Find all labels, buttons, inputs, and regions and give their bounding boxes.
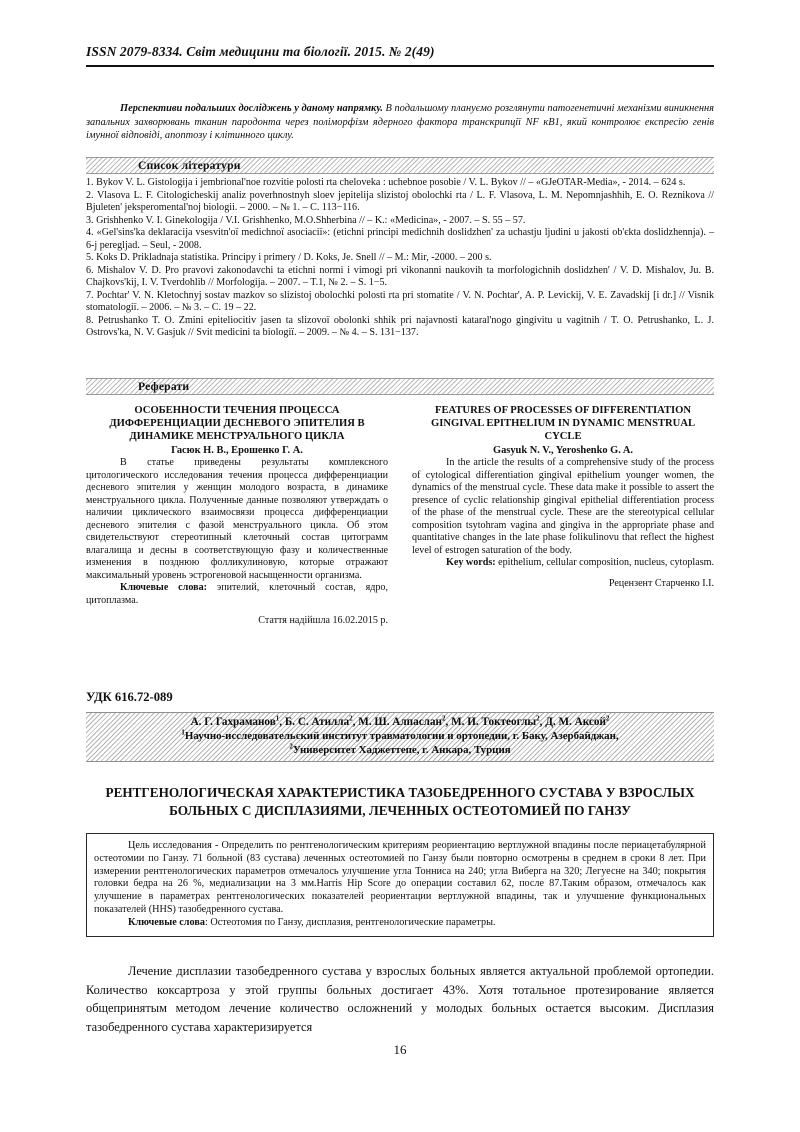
abstract-footer-ru: Стаття надійшла 16.02.2015 р. <box>258 615 388 627</box>
abstract-keywords-en <box>412 557 714 570</box>
article-abstract-body: Цель исследования - Определить по рентгенологическим критериям реориентацию вертлужной впадины после периацетабулярной остеотомии по Ганзу. 71 больной (83 сустава) леченных остеотомией по Ганзу были повторно осмотрены в среднем в сроки 8 лет. При измерении рентгенологических параметров отмечалось улучшение угла Тонниса на 240; угла Виберга на 320; Легуесне на 340; покрытия головки бедра на 26 %, медиализации на 3 мм.Harris Hip Score до операции составил 62, после 87.Таким образом, отмечалось как улучшение в параметрах рентгенологических показателей реориентации вертлужной впадины, так и улучшение функциональных показателей (HHS) тазобедренного сустава. <box>94 840 706 915</box>
udk-code: УДК 616.72-089 <box>86 690 173 704</box>
abstract-body-ru-text: В статье приведены результаты комплексного цитологического исследования течения процесса дифференциации десневого эпителия у женщин молодого возраста, в динамике менструального цикла. Полученные данные позволяют утверждать о наличии циклического взаимосвязи процесса дифференциации десневого эпителия с фазой менструального цикла. Об этом свидетельствуют стереотипный клеточный состав цитограмм влагалища и десны в соответствующую фазу и количественные изменения в позднюю фолликулиновую, которые отражают максимальный уровень эстрогеновой насыщенности организма. <box>86 457 388 581</box>
reference-item: 2. Vlasova L. F. Citologicheskij analiz poverhnostnyh sloev jepitelija slizistoj obolochki rta / L. F. Vlasova, L. M. Nepomnjashhih, E. O. Reznikova // Bjuleten' jeksperomental'noj biologii. – 2000. – № 1. – С. 113−116. <box>86 189 714 213</box>
keywords-text-en: epithelium, cellular composition, nucleus, cytoplasm. <box>495 557 714 569</box>
article-affiliation-1 <box>92 729 708 743</box>
article-title: РЕНТГЕНОЛОГИЧЕСКАЯ ХАРАКТЕРИСТИКА ТАЗОБЕДРЕННОГО СУСТАВА У ВЗРОСЛЫХ БОЛЬНЫХ С ДИСПЛАЗИЯМИ, ЛЕЧЕННЫХ ОСТЕОТОМИЕЙ ПО ГАНЗУ <box>105 785 695 818</box>
article-body-text: Лечение дисплазии тазобедренного сустава у взрослых больных является актуальной проблемой ортопедии. Количество коксартроза у этой группы больных достигает 43%. Хотя тотальное протезирование является общепринятым методом лечение количество осложнений у молодых больных остается высоким. Дисплазия тазобедренного сустава характеризируется <box>86 964 714 1034</box>
author-name: , Б. С. Атилла <box>279 716 350 728</box>
affiliation-marker: 1 <box>181 728 185 737</box>
article-abstract-box <box>86 833 714 937</box>
abstract-body-ru <box>86 457 388 582</box>
prospects-paragraph <box>86 102 714 142</box>
abstract-keywords-ru <box>86 582 388 607</box>
abstract-title-ru: ОСОБЕННОСТИ ТЕЧЕНИЯ ПРОЦЕССА ДИФФЕРЕНЦИАЦИИ ДЕСНЕВОГО ЭПИТЕЛИЯ В ДИНАМИКЕ МЕНСТРУАЛЬНОГО ЦИКЛА <box>109 405 365 443</box>
keywords-label-en: Key words: <box>446 557 496 569</box>
page-number: 16 <box>393 1042 407 1057</box>
running-head-rule <box>86 65 714 67</box>
author-name: А. Г. Гахраманов <box>190 716 276 728</box>
affiliation-marker: 2 <box>289 742 293 751</box>
abstract-russian <box>86 404 388 637</box>
running-head: ISSN 2079-8334. Світ медицини та біології. 2015. № 2(49) <box>86 44 435 59</box>
author-name: , М. И. Токтеоглы <box>445 716 537 728</box>
article-keywords <box>94 917 706 930</box>
article-affiliation-2 <box>92 743 708 757</box>
prospects-text: В подальшому плануємо розглянути патогенетичні механізми виникнення запальних захворювань тканин пародонта через поліморфізм ядерного фактора транскрипції NF кВ1, який контролює експресію генів імунної відповіді, апоптозу і клітинного циклу. <box>86 103 715 141</box>
references-list <box>86 177 714 340</box>
prospects-lead: Перспективи подальших досліджень у даному напрямку. <box>120 103 383 115</box>
article-abstract-text <box>94 840 706 917</box>
reference-item: 1. Bykov V. L. Gistologija i jembrional'noe rozvitie polosti rta cheloveka : uchebnoe posobie / V. L. Bykov // – «GJeOTAR-Media», - 2014. – 624 s. <box>86 177 686 188</box>
reference-item: 5. Koks D. Prikladnaja statistika. Principy i primery / D. Koks, Je. Snell // – M.: Mir, -2000. – 200 s. <box>86 252 492 263</box>
author-affiliation-marker: 2 <box>349 714 353 723</box>
author-affiliation-marker: 2 <box>605 714 610 723</box>
reference-item: 8. Petrushanko T. O. Zmini epiteliocitiv jasen ta slizovoї obolonki shhik pri najavnosti kataral'nogo gingivitu u vagitnih / T. O. Petrushanko, L. J. Ostrovs'ka, N. V. Gasjuk // Svit medicini ta biologiї. – 2009. – № 4. – S. 131−137. <box>86 314 714 338</box>
abstract-english <box>412 404 714 637</box>
abstract-authors-ru: Гасюк Н. В., Ерошенко Г. А. <box>171 444 303 456</box>
abstracts-columns <box>86 404 714 637</box>
article-authors-banner <box>86 712 714 762</box>
keywords-label-ru: Ключевые слова: <box>120 582 207 594</box>
keywords-text-ru: эпителий, клеточный состав, ядро, цитоплазма. <box>86 582 388 606</box>
author-affiliation-marker: 1 <box>275 714 280 723</box>
abstract-body-en <box>412 457 714 557</box>
article-authors-line <box>92 715 708 729</box>
author-affiliation-marker: 2 <box>536 714 540 723</box>
affiliation-text: Научно-исследовательский институт травматологии и ортопедии, г. Баку, Азербайджан, <box>184 730 619 743</box>
author-name: , М. Ш. Алпаслан <box>352 716 442 728</box>
abstract-title-en: FEATURES OF PROCESSES OF DIFFERENTIATION GINGIVAL EPITHELIUM IN DYNAMIC MENSTRUAL CYCLE <box>430 405 696 443</box>
article-keywords-label: Ключевые слова <box>128 916 205 928</box>
section-header-abstracts-label: Реферати <box>138 380 190 393</box>
abstract-authors-en: Gasyuk N. V., Yeroshenko G. A. <box>493 444 633 456</box>
section-header-references <box>86 157 714 174</box>
section-header-abstracts <box>86 378 714 395</box>
reference-item: 4. «Gel'sins'ka deklaracija vsesvitn'oї medichnoї asociaciї»: (etichni principi medichnih doslidzhen' za uchastju ljudini u jakosti ob'єkta doslidzhennja). – 6-j peregljad. – Seul, - 2008. <box>86 227 714 251</box>
reference-item: 3. Grishhenko V. I. Ginekologija / V.I. Grishhenko, M.O.Shherbina // – K.: «Medicina», - 2007. – S. 55 – 57. <box>86 214 526 226</box>
article-keywords-text: : Остеотомия по Ганзу, дисплазия, рентгенологические параметры. <box>204 916 496 928</box>
reference-item: 7. Pochtar' V. N. Kletochnyj sostav mazkov so slizistoj obolochki polosti rta pri stomatite / V. N. Pochtar', A. P. Levickij, V. E. Zavadskij [i dr.] // Visnik stomatologiї. – 2006. – № 3. – С. 19 – 22. <box>86 289 714 313</box>
abstract-body-en-text: In the article the results of a comprehensive study of the process of cytological differentiation gingival epithelium younger women, the dynamics of the menstrual cycle. These data make it possible to assert the presence of cyclic relationship gingival epithelial differentiation process of the phase of the menstrual cycle. These are the stereotypical cellular composition tsytohram vagina and gingiva in the appropriate phase and quantitative changes in the late phase folikulinovu that reflect the highest level of estrogen saturation of the body. <box>412 457 714 556</box>
reference-item: 6. Mishalov V. D. Pro pravovi zakonodavchi ta etichni normi i vimogi pri vikonanni naukovih ta morfologichnih doslidzhen' / V. D. Mishalov, Ju. B. Chajkovs'kij, I. V. Tverdohlib // Morfologija. – 2007. – T.1, № 2. – S. 1−5. <box>86 264 714 288</box>
author-name: , Д. М. Аксой <box>539 716 606 728</box>
section-header-references-label: Список літератури <box>138 159 241 172</box>
abstract-footer-en: Рецензент Старченко І.І. <box>608 577 714 589</box>
article-body-paragraph <box>86 962 714 1036</box>
affiliation-text: Университет Хаджеттепе, г. Анкара, Турция <box>292 744 511 757</box>
author-affiliation-marker: 2 <box>441 714 446 723</box>
